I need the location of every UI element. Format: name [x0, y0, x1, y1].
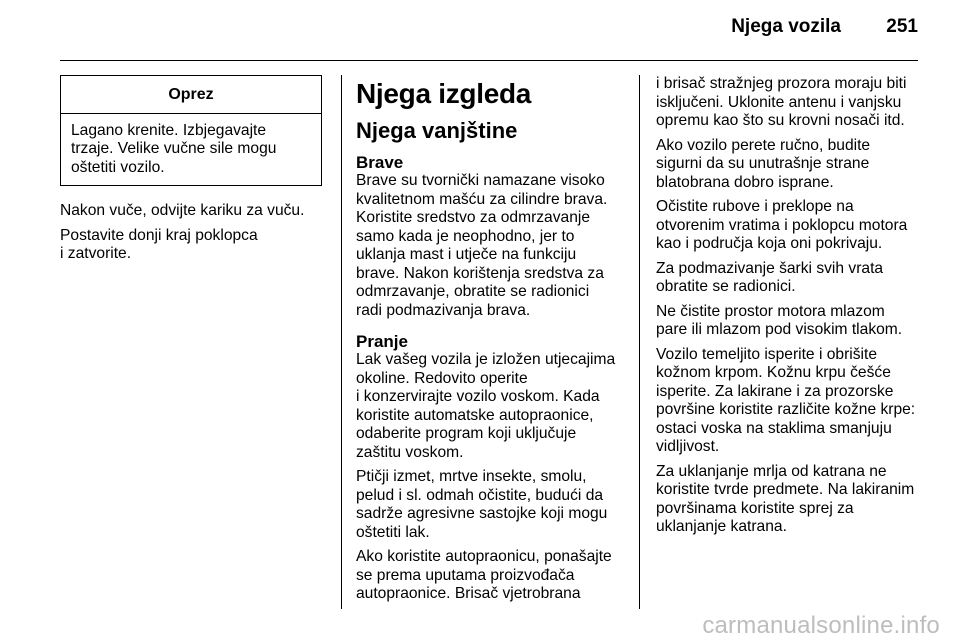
text-line: kožnom krpom. Kožnu krpu češće [656, 364, 891, 381]
brave-heading: Brave [356, 153, 404, 172]
text-line: se prema uputama proizvođača [356, 566, 575, 584]
text-line: brave. Nakon korištenja sredstva za [356, 264, 604, 282]
paragraph [656, 463, 920, 537]
text-line: okoline. Redovito operite [356, 369, 528, 387]
text-line: Postavite donji kraj poklopca [60, 226, 258, 244]
text-line: i brisač stražnjeg prozora moraju biti [656, 75, 907, 92]
column-1 [60, 75, 322, 270]
caution-title: Oprez [61, 76, 321, 114]
text-line: otvorenim vratima i poklopcu motora [656, 216, 908, 234]
text-line: Koristite sredstvo za odmrzavanje [356, 209, 591, 226]
text-line: i zatvorite. [60, 245, 132, 262]
text-line: isključeni. Uklonite antenu i vanjsku [656, 93, 902, 111]
paragraph [656, 75, 920, 131]
text-line: oštetiti lak. [356, 523, 430, 541]
text-line: kvalitetnom mašću za cilindre brava. [356, 190, 608, 208]
pranje-paragraph [356, 548, 628, 604]
pranje-paragraph [356, 351, 628, 462]
text-line: uklanja mast i utječe na funkciju [356, 246, 577, 263]
text-line: površinama koristite sprej za [656, 499, 854, 517]
text-line: samo kada je neophodno, jer to [356, 227, 575, 245]
text-line: sadrže agresivne sastojke koji mogu [356, 505, 608, 522]
text-line: površine koristite različite kožne krpe: [656, 401, 916, 418]
text-line: Za uklanjanje mrlja od katrana ne [656, 462, 887, 480]
text-line: isperite. Za lakirane i za prozorske [656, 382, 894, 400]
text-line: vidljivost. [656, 438, 720, 455]
text-line: Lak vašeg vozila je izložen utjecajima [356, 351, 616, 368]
caution-text [61, 114, 321, 186]
pranje-heading: Pranje [356, 332, 408, 351]
header-divider [60, 60, 918, 61]
text-line: sigurni da su unutrašnje strane [656, 155, 870, 172]
section-heading: Njega izgleda [356, 78, 532, 109]
column-2 [356, 75, 628, 610]
caution-line: oštetiti vozilo. [71, 158, 165, 176]
text-line: Brave su tvornički namazane visoko [356, 172, 605, 189]
paragraph [656, 198, 920, 254]
paragraph [656, 260, 920, 297]
page-title: Njega vozila [731, 16, 842, 37]
paragraph [656, 137, 920, 193]
text-line: zaštitu voskom. [356, 443, 464, 461]
text-line: radi podmazivanja brava. [356, 301, 531, 319]
paragraph [656, 303, 920, 340]
page-number: 251 [886, 16, 918, 37]
text-line: i konzervirajte vozilo voskom. Kada [356, 388, 600, 405]
text-line: pelud i sl. odmah očistite, budući da [356, 486, 604, 504]
paragraph [60, 227, 322, 264]
pranje-paragraph [356, 468, 628, 542]
text-line: odmrzavanje, obratite se radionici [356, 283, 590, 300]
caution-box [60, 75, 322, 186]
page-header [731, 16, 918, 38]
text-line: Nakon vuče, odvijte kariku za vuču. [60, 202, 305, 219]
text-line: ostaci voska na staklima smanjuju [656, 419, 892, 437]
text-line: Ako koristite autopraonicu, ponašajte [356, 548, 612, 565]
column-divider-2 [639, 75, 640, 609]
text-line: pare ili mlazom pod visokim tlakom. [656, 321, 903, 338]
text-line: Vozilo temeljito isperite i obrišite [656, 345, 878, 363]
paragraph [60, 202, 322, 221]
text-line: Ptičji izmet, mrtve insekte, smolu, [356, 468, 587, 485]
brave-paragraph [356, 172, 628, 320]
column-divider-1 [341, 75, 342, 609]
caution-line: Lagano krenite. Izbjegavajte [71, 121, 267, 139]
caution-line: trzaje. Velike vučne sile mogu [71, 140, 277, 157]
watermark: carmanualsonline.info [702, 612, 940, 639]
text-line: blatobrana dobro isprane. [656, 173, 834, 191]
text-line: Ako vozilo perete ručno, budite [656, 136, 871, 154]
text-line: Za podmazivanje šarki svih vrata [656, 259, 884, 277]
subsection-heading: Njega vanjštine [356, 118, 518, 143]
text-line: kao i područja koja oni pokrivaju. [656, 235, 883, 252]
text-line: odaberite program koji uključuje [356, 425, 577, 442]
text-line: autopraonice. Brisač vjetrobrana [356, 585, 581, 602]
column-3 [656, 75, 920, 543]
text-line: Očistite rubove i preklope na [656, 198, 854, 215]
text-line: opremu kao što su krovni nosači itd. [656, 112, 905, 129]
text-line: Ne čistite prostor motora mlazom [656, 302, 885, 320]
text-line: uklanjanje katrana. [656, 518, 787, 535]
text-line: koristite automatske autopraonice, [356, 406, 594, 424]
paragraph [656, 346, 920, 457]
text-line: koristite tvrde predmete. Na lakiranim [656, 481, 915, 498]
text-line: obratite se radionici. [656, 278, 796, 295]
